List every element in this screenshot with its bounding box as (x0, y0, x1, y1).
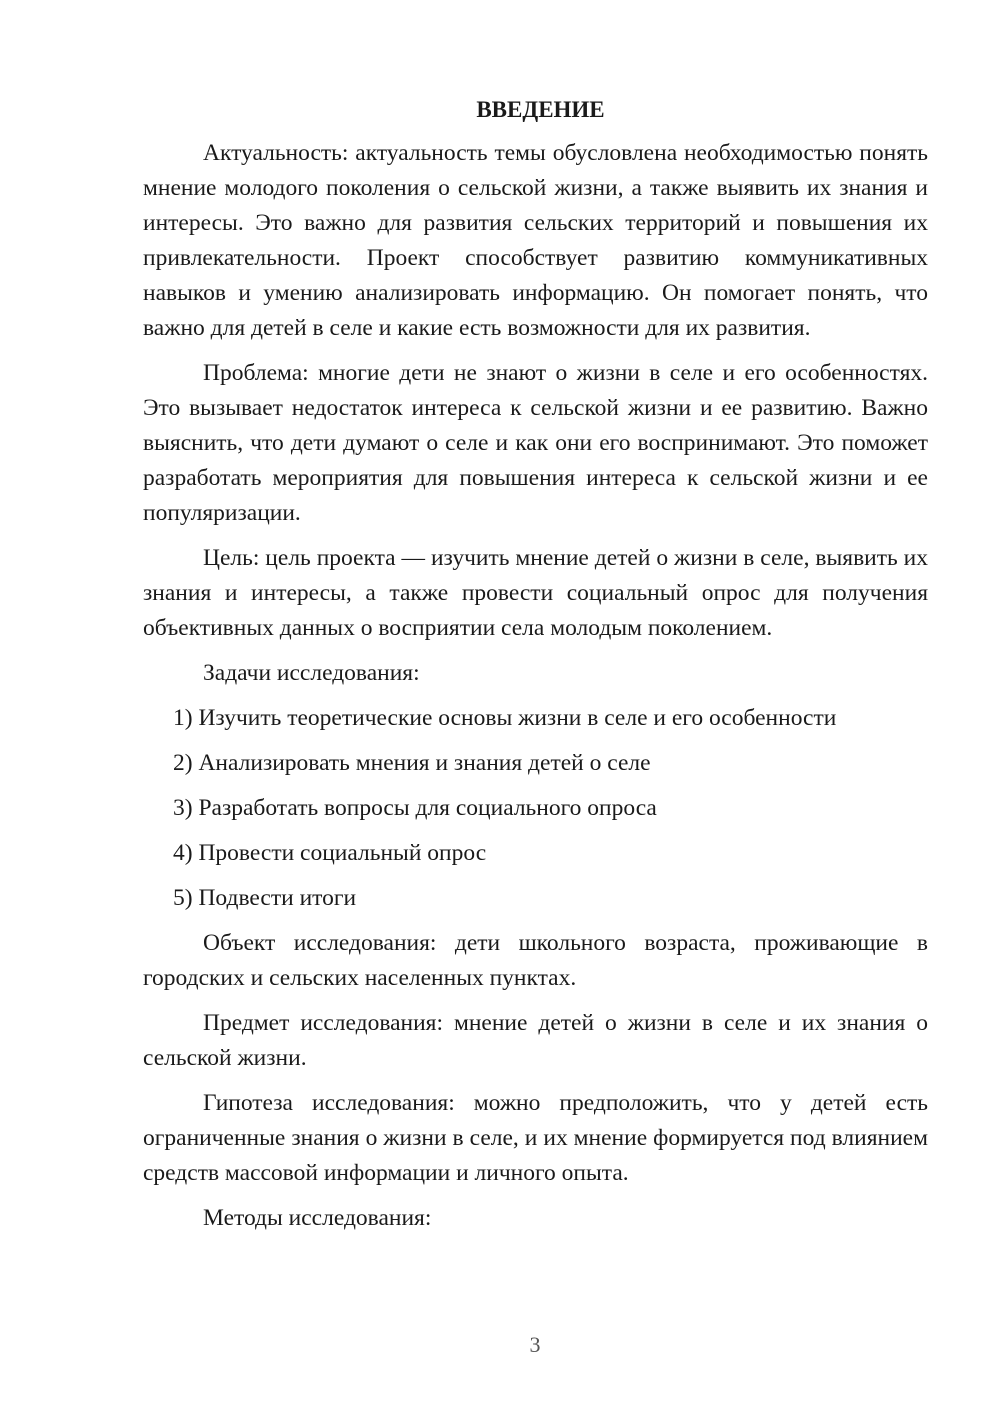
list-item: 4) Провести социальный опрос (173, 840, 487, 866)
page-title: ВВЕДЕНИЕ (476, 97, 605, 122)
paragraph-object: Объект исследования: дети школьного возраста, проживающие в городских и сельских населенных пунктах. (143, 930, 928, 991)
paragraph-goal: Цель: цель проекта — изучить мнение детей о жизни в селе, выявить их знания и интересы, а также провести социальный опрос для получения объективных данных о восприятии села молодым поколением. (143, 545, 928, 641)
methods-label: Методы исследования: (203, 1205, 432, 1231)
list-item: 3) Разработать вопросы для социального опроса (173, 795, 657, 821)
list-item: 2) Анализировать мнения и знания детей о селе (173, 750, 651, 776)
paragraph-hypothesis: Гипотеза исследования: можно предположить, что у детей есть ограниченные знания о жизни в селе, и их мнение формируется под влиянием средств массовой информации и личного опыта. (143, 1090, 928, 1186)
paragraph-subject: Предмет исследования: мнение детей о жизни в селе и их знания о сельской жизни. (143, 1010, 928, 1071)
list-item: 1) Изучить теоретические основы жизни в селе и его особенности (173, 705, 837, 731)
tasks-label: Задачи исследования: (203, 660, 420, 686)
page-number: 3 (529, 1332, 541, 1357)
paragraph-problem: Проблема: многие дети не знают о жизни в селе и его особенностях. Это вызывает недостаток интереса к сельской жизни и ее развитию. Важно выяснить, что дети думают о селе и как они его воспринимают. Это поможет разработать мероприятия для повышения интереса к сельской жизни и ее популяризации. (143, 360, 928, 526)
list-item: 5) Подвести итоги (173, 885, 357, 911)
paragraph-relevance: Актуальность: актуальность темы обусловлена необходимостью понять мнение молодого поколения о сельской жизни, а также выявить их знания и интересы. Это важно для развития сельских территорий и повышения их привлекательности. Проект способствует развитию коммуникативных навыков и умению анализировать информацию. Он помогает понять, что важно для детей в селе и какие есть возможности для их развития. (143, 140, 928, 341)
document-page (143, 92, 928, 1246)
tasks-list (143, 701, 928, 916)
